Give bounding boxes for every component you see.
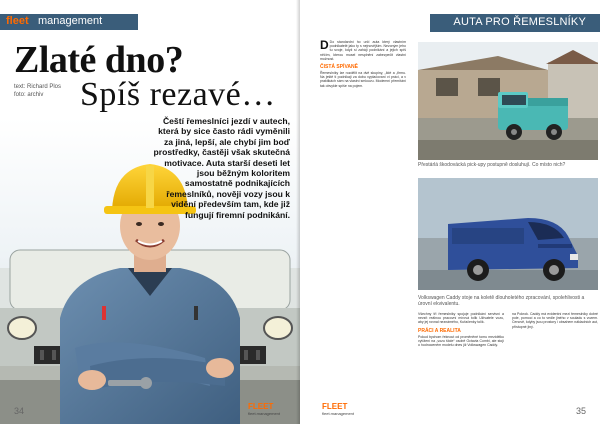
fleet-logo-text: FLEET <box>248 402 274 411</box>
byline-photo: foto: archiv <box>14 92 44 98</box>
page-number-right: 35 <box>576 406 587 416</box>
fleet-logo-sub-right: fleet.management <box>322 411 355 416</box>
byline <box>14 83 61 99</box>
col2-body-2: Pokud bychom řeknout od proměněné tomu mezidélku vytížení na „vozu štole“ osobě Octavia Combi, ale stojí o hodnoceném modelu dnes již Volkswagen Caddy. <box>418 334 504 348</box>
header-bar-left <box>0 14 138 30</box>
headline-secondary: Spíš rezavé… <box>80 76 276 113</box>
drop-cap: D <box>320 40 329 52</box>
right-section-label: AUTA PRO ŘEMESLNÍKY <box>453 16 586 28</box>
headline-primary: Zlaté dno? <box>14 39 184 81</box>
text-column-3 <box>512 312 598 402</box>
text-column-1 <box>320 40 406 396</box>
van-caption: Volkswagen Caddy stoje na koletě dlouholetého zpracování, spolehlivosti a úrovní ekvivalentu. <box>418 295 585 307</box>
fleet-logo-left <box>248 402 280 416</box>
col1-intro: Do standardní ho určí auta který vlastním podnikatelé jako ty s nejnovějším. Nezoným jeho tu svoje, když si zahájí podnikání a jejich spíš něčím, kterou musel nesplnění zabezpečit vlastní možnost. <box>320 40 406 61</box>
col1-body: Řemeslníky lze rozdělit na dvě skupiny, „lidé a „firmu. Na ještě ti podnikají za dobu vyplačovaní ví práci, a v praktikách sám na vlastní smlouvu. Modemní přemítání tak obvykle spíše na pojem. <box>320 71 406 88</box>
article-lead: Čeští řemeslníci jezdí v autech, která by sice často rádi vyměnili za jiná, lepší, ale chybí jim boď prostředky, častěji však skutečná motivace. Auta starší deseti let jsou běžným koloritem samostatně podnikajících řemeslníků, nověji vozy jsou k vidění především tam, kde již fungují firemní podnikání. <box>153 116 290 220</box>
col1-heading: ČISTÁ SPÍVANĚ <box>320 64 358 71</box>
right-page <box>300 0 600 424</box>
page-number-left: 34 <box>14 406 25 416</box>
header-bar-right <box>430 14 600 32</box>
byline-text: text: Richard Plos <box>14 84 62 90</box>
section-label: management <box>38 15 103 27</box>
fleet-logo-sub: fleet.management <box>248 411 281 416</box>
van-photo <box>418 178 598 290</box>
brand-label: fleet <box>6 15 29 27</box>
col3-body: na Pokrok. Caddy má evidentní mezi řemeslníky dobré pole, pomocí a co to vedle jiného v souladu s vozem. Cenově, kdyby jsou prostory i obsahem nákladních aut, přístupné jiný. <box>512 312 598 329</box>
fleet-logo-right <box>322 402 354 416</box>
fleet-logo-text-right: FLEET <box>322 402 348 411</box>
text-column-2 <box>418 312 504 402</box>
pickup-caption: Přestárlá škodovácká pick-upy postupně dosluhují. Co místo nich? <box>418 162 566 168</box>
col2-body: Všechny tři řemeslníky spojuje podnikání servisní a nevzít reálnou pracovní mírová tolik Uživatele vozu, aby jej rovnal neznámého, Kuřačenky tolik. <box>418 312 504 325</box>
pickup-photo <box>418 42 598 160</box>
col2-heading: PRÁCI A REALITA <box>418 327 461 334</box>
